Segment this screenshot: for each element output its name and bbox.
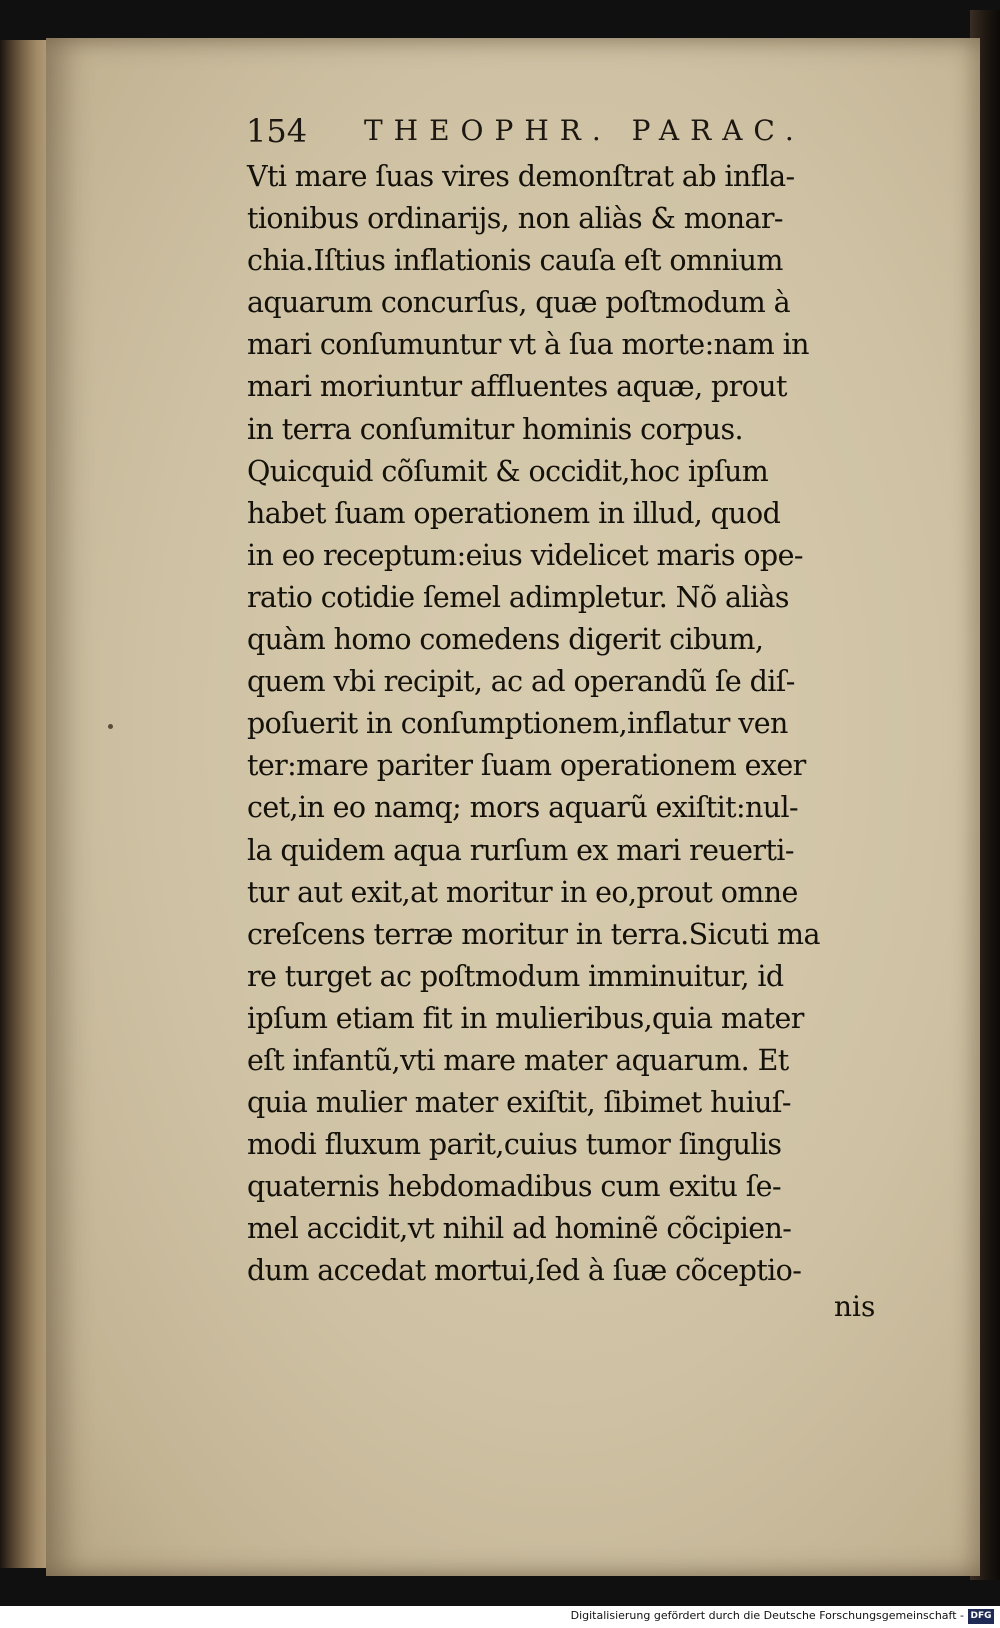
text-line: quem vbi recipit, ac ad operandũ ſe diſ-	[247, 665, 795, 699]
footer-bar	[0, 1606, 1000, 1628]
text-line: quaternis hebdomadibus cum exitu ſe-	[247, 1170, 781, 1204]
text-line: la quidem aqua rurſum ex mari reuerti-	[247, 833, 794, 867]
text-line: in eo receptum:eius videlicet maris ope-	[247, 538, 803, 572]
text-line: habet ſuam operationem in illud, quod	[247, 496, 781, 530]
page-number: 154	[246, 112, 308, 150]
text-line: dum accedat mortui,ſed à ſuæ cõceptio-	[247, 1254, 802, 1288]
catchword: nis	[834, 1290, 876, 1323]
text-line: chia.Iſtius inflationis cauſa eſt omnium	[247, 244, 783, 278]
book-page-stack	[0, 40, 52, 1568]
text-line: ipſum etiam fit in mulieribus,quia mater	[247, 1001, 804, 1035]
text-line: aquarum concurſus, quæ poſtmodum à	[247, 286, 791, 320]
text-line: mel accidit,vt nihil ad hominẽ cõcipien-	[247, 1212, 792, 1246]
text-line: tionibus ordinarijs, non aliàs & monar-	[247, 202, 783, 236]
digitization-credit: Digitalisierung gefördert durch die Deutsche Forschungsgemeinschaft -	[570, 1609, 964, 1622]
text-line: mari conſumuntur vt à ſua morte:nam in	[247, 328, 809, 362]
text-line: poſuerit in conſumptionem,inflatur ven	[247, 707, 788, 741]
dfg-logo-icon: DFG	[968, 1609, 994, 1624]
text-line: ratio cotidie ſemel adimpletur. Nõ aliàs	[247, 580, 789, 614]
text-line: ter:mare pariter ſuam operationem exer	[247, 749, 806, 783]
text-line: modi fluxum parit,cuius tumor ſingulis	[247, 1128, 782, 1162]
text-line: eſt infantũ,vti mare mater aquarum. Et	[247, 1043, 789, 1077]
text-line: cet,in eo namq; mors aquarũ exiſtit:nul-	[247, 791, 799, 825]
body-text	[247, 156, 887, 1293]
text-line: Quicquid cõſumit & occidit,hoc ipſum	[247, 454, 769, 488]
page-header	[246, 112, 826, 152]
text-line: creſcens terræ moritur in terra.Sicuti ma	[247, 917, 820, 951]
text-line: Vti mare ſuas vires demonſtrat ab infla-	[247, 160, 795, 193]
text-line: tur aut exit,at moritur in eo,prout omne	[247, 875, 798, 909]
text-line: re turget ac poſtmodum imminuitur, id	[247, 959, 784, 993]
text-line: quàm homo comedens digerit cibum,	[247, 623, 764, 657]
text-line: quia mulier mater exiſtit, ſibimet huiuſ-	[247, 1086, 791, 1120]
text-line: mari moriuntur affluentes aquæ, prout	[247, 370, 787, 404]
running-head: THEOPHR. PARAC.	[364, 114, 805, 147]
ink-speck	[108, 724, 113, 729]
text-line: in terra conſumitur hominis corpus.	[247, 412, 743, 446]
